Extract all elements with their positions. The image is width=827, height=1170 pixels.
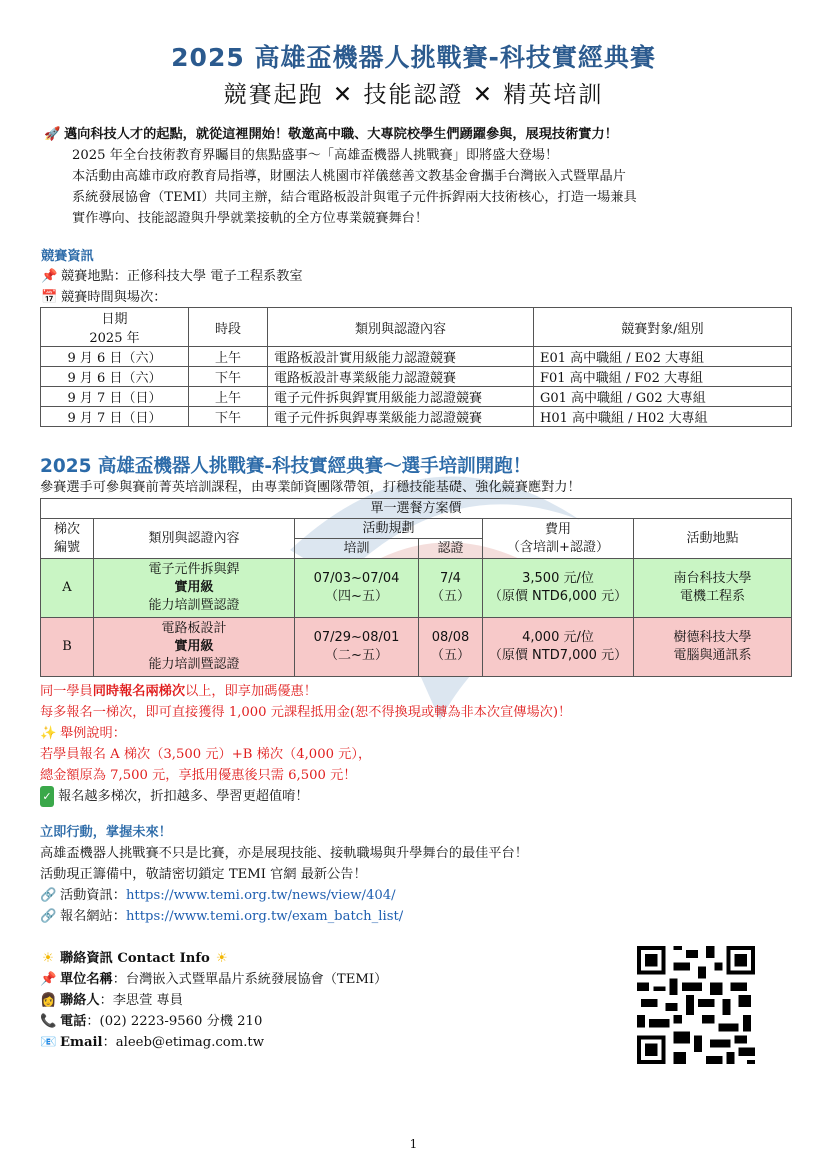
intro-line: 2025 年全台技術教育界矚目的焦點盛事～「高雄盃機器人挑戰賽」即將盛大登場！ (72, 148, 559, 163)
sun-icon: ☀ (42, 951, 54, 966)
cell-id: A (41, 559, 94, 618)
signup-info: 🔗 報名網站：https://www.temi.org.tw/exam_batch_list/ (40, 906, 403, 927)
promo-tip: ✓ 報名越多梯次，折扣越多、學習更超值唷！ (40, 786, 309, 807)
header-category: 類別與認證內容 (94, 519, 295, 559)
header-train: 培訓 (295, 539, 419, 559)
page-title: 2025 高雄盃機器人挑戰賽-科技實經典賽 (171, 43, 656, 72)
cell-cert: 7/4 （五） (419, 559, 483, 618)
contact-email: 📧 Email：aleeb@etimag.com.tw (40, 1032, 264, 1053)
header-cert: 認證 (419, 539, 483, 559)
link-icon: 🔗 (40, 909, 57, 924)
cell-date: 9 月 6 日（六） (41, 347, 189, 367)
table-row (41, 347, 792, 367)
cell-date: 9 月 6 日（六） (41, 367, 189, 387)
competition-heading: 競賽資訊 (41, 249, 94, 264)
intro-line: 系統發展協會（TEMI）共同主辦，結合電路板設計與電子元件拆銲兩大技術核心，打造一場兼具 (72, 190, 637, 205)
contact-org: 📌 單位名稱：台灣嵌入式暨單晶片系統發展協會（TEMI） (40, 969, 387, 990)
link-icon: 🔗 (40, 888, 57, 903)
cell-date: 9 月 7 日（日） (41, 407, 189, 427)
action-line-2: 活動現正籌備中，敬請密切鎖定 TEMI 官網 最新公告！ (40, 867, 367, 882)
promo-example-label: ✨ 舉例說明： (40, 723, 126, 744)
table-caption: 單一選餐方案價 (41, 499, 792, 519)
cell-place: 南台科技大學 電機工程系 (634, 559, 792, 618)
promo-line-1: 同一學員同時報名兩梯次以上，即享加碼優惠！ (40, 684, 317, 699)
training-heading: 2025 高雄盃機器人挑戰賽-科技實經典賽～選手培訓開跑！ (40, 456, 532, 477)
cell-category: 電子元件拆與銲實用級能力認證競賽 (268, 387, 534, 407)
cell-category: 電路板設計實用級能力認證競賽 (268, 347, 534, 367)
pin-icon: 📌 (40, 972, 57, 987)
training-table (40, 498, 792, 677)
header-fee: 費用 （含培訓+認證） (483, 519, 634, 559)
table-row (41, 559, 792, 618)
sun-icon: ☀ (215, 951, 228, 966)
cell-train: 07/29~08/01 （二~五） (295, 618, 419, 677)
cell-place: 樹德科技大學 電腦與通訊系 (634, 618, 792, 677)
cell-cert: 08/08 （五） (419, 618, 483, 677)
competition-table (40, 307, 792, 427)
table-header-row (41, 308, 792, 347)
cell-group: H01 高中職組 / H02 大專組 (534, 407, 792, 427)
cell-session: 下午 (189, 367, 268, 387)
intro-line: 本活動由高雄市政府教育局指導，財團法人桃園市祥儀慈善文教基金會攜手台灣嵌入式暨單晶片 (72, 169, 626, 184)
calendar-icon: 📅 (41, 290, 58, 305)
table-row (41, 387, 792, 407)
header-category: 類別與認證內容 (268, 308, 534, 347)
cell-fee: 4,000 元/位 （原價 NTD7,000 元） (483, 618, 634, 677)
promo-example-2: 總金額原為 7,500 元，享抵用優惠後只需 6,500 元！ (40, 768, 357, 783)
promo-example-1: 若學員報名 A 梯次（3,500 元）+B 梯次（4,000 元）， (40, 747, 372, 762)
header-session: 時段 (189, 308, 268, 347)
cell-group: G01 高中職組 / G02 大專組 (534, 387, 792, 407)
contact-person: 👩 聯絡人：李思萱 專員 (40, 990, 183, 1011)
header-plan: 活動規劃 (295, 519, 483, 539)
activity-info: 🔗 活動資訊：https://www.temi.org.tw/news/view/404/ (40, 885, 396, 906)
promo-line-2: 每多報名一梯次，即可直接獲得 1,000 元課程抵用金(恕不得換現或轉為非本次宣傳場次)！ (40, 705, 572, 720)
cell-session: 上午 (189, 347, 268, 367)
header-level: 梯次 編號 (41, 519, 94, 559)
person-icon: 👩 (40, 993, 57, 1008)
contact-heading: ☀ 聯絡資訊 Contact Info ☀ (40, 948, 234, 969)
cell-train: 07/03~07/04 （四~五） (295, 559, 419, 618)
cell-date: 9 月 7 日（日） (41, 387, 189, 407)
sparkle-icon: ✨ (40, 726, 57, 741)
contact-phone: 📞 電話：(02) 2223-9560 分機 210 (40, 1011, 262, 1032)
activity-info-link[interactable]: https://www.temi.org.tw/news/view/404/ (125, 888, 396, 903)
table-row (41, 407, 792, 427)
email-icon: 📧 (40, 1035, 57, 1050)
action-line-1: 高雄盃機器人挑戰賽不只是比賽，亦是展現技能、接軌職場與升學舞台的最佳平台！ (40, 846, 528, 861)
table-caption-row (41, 499, 792, 519)
intro-headline: 🚀 邁向科技人才的起點，就從這裡開始！敬邀高中職、大專院校學生們踴躍參與，展現技術實力！ (44, 124, 618, 145)
pin-icon: 📌 (41, 269, 58, 284)
table-row (41, 367, 792, 387)
header-place: 活動地點 (634, 519, 792, 559)
cell-id: B (41, 618, 94, 677)
table-row (41, 618, 792, 677)
phone-icon: 📞 (40, 1014, 57, 1029)
training-description: 參賽選手可參與賽前菁英培訓課程，由專業師資團隊帶領，打穩技能基礎、強化競賽應對力！ (40, 480, 581, 495)
table-header-row (41, 519, 792, 539)
rocket-icon: 🚀 (44, 127, 61, 142)
cell-category: 電路板設計 實用級 能力培訓暨認證 (94, 618, 295, 677)
competition-location: 📌 競賽地點：正修科技大學 電子工程系教室 (41, 266, 303, 287)
page-number: 1 (409, 1137, 418, 1151)
cell-session: 上午 (189, 387, 268, 407)
cell-fee: 3,500 元/位 （原價 NTD6,000 元） (483, 559, 634, 618)
intro-line: 實作導向、技能認證與升學就業接軌的全方位專業競賽舞台！ (72, 211, 429, 226)
competition-schedule-label: 📅 競賽時間與場次： (41, 287, 167, 308)
cell-group: F01 高中職組 / F02 大專組 (534, 367, 792, 387)
check-icon: ✓ (40, 786, 54, 807)
cell-category: 電子元件拆與銲 實用級 能力培訓暨認證 (94, 559, 295, 618)
header-group: 競賽對象/組別 (534, 308, 792, 347)
intro-paragraph (72, 145, 637, 229)
signup-link[interactable]: https://www.temi.org.tw/exam_batch_list/ (125, 909, 404, 924)
page-subtitle: 競賽起跑 ✕ 技能認證 ✕ 精英培訓 (223, 82, 604, 108)
cell-category: 電路板設計專業級能力認證競賽 (268, 367, 534, 387)
action-heading: 立即行動，掌握未來！ (40, 825, 172, 840)
qr-code[interactable] (637, 945, 755, 1065)
header-date: 日期 2025 年 (41, 308, 189, 347)
cell-category: 電子元件拆與銲專業級能力認證競賽 (268, 407, 534, 427)
cell-session: 下午 (189, 407, 268, 427)
cell-group: E01 高中職組 / E02 大專組 (534, 347, 792, 367)
